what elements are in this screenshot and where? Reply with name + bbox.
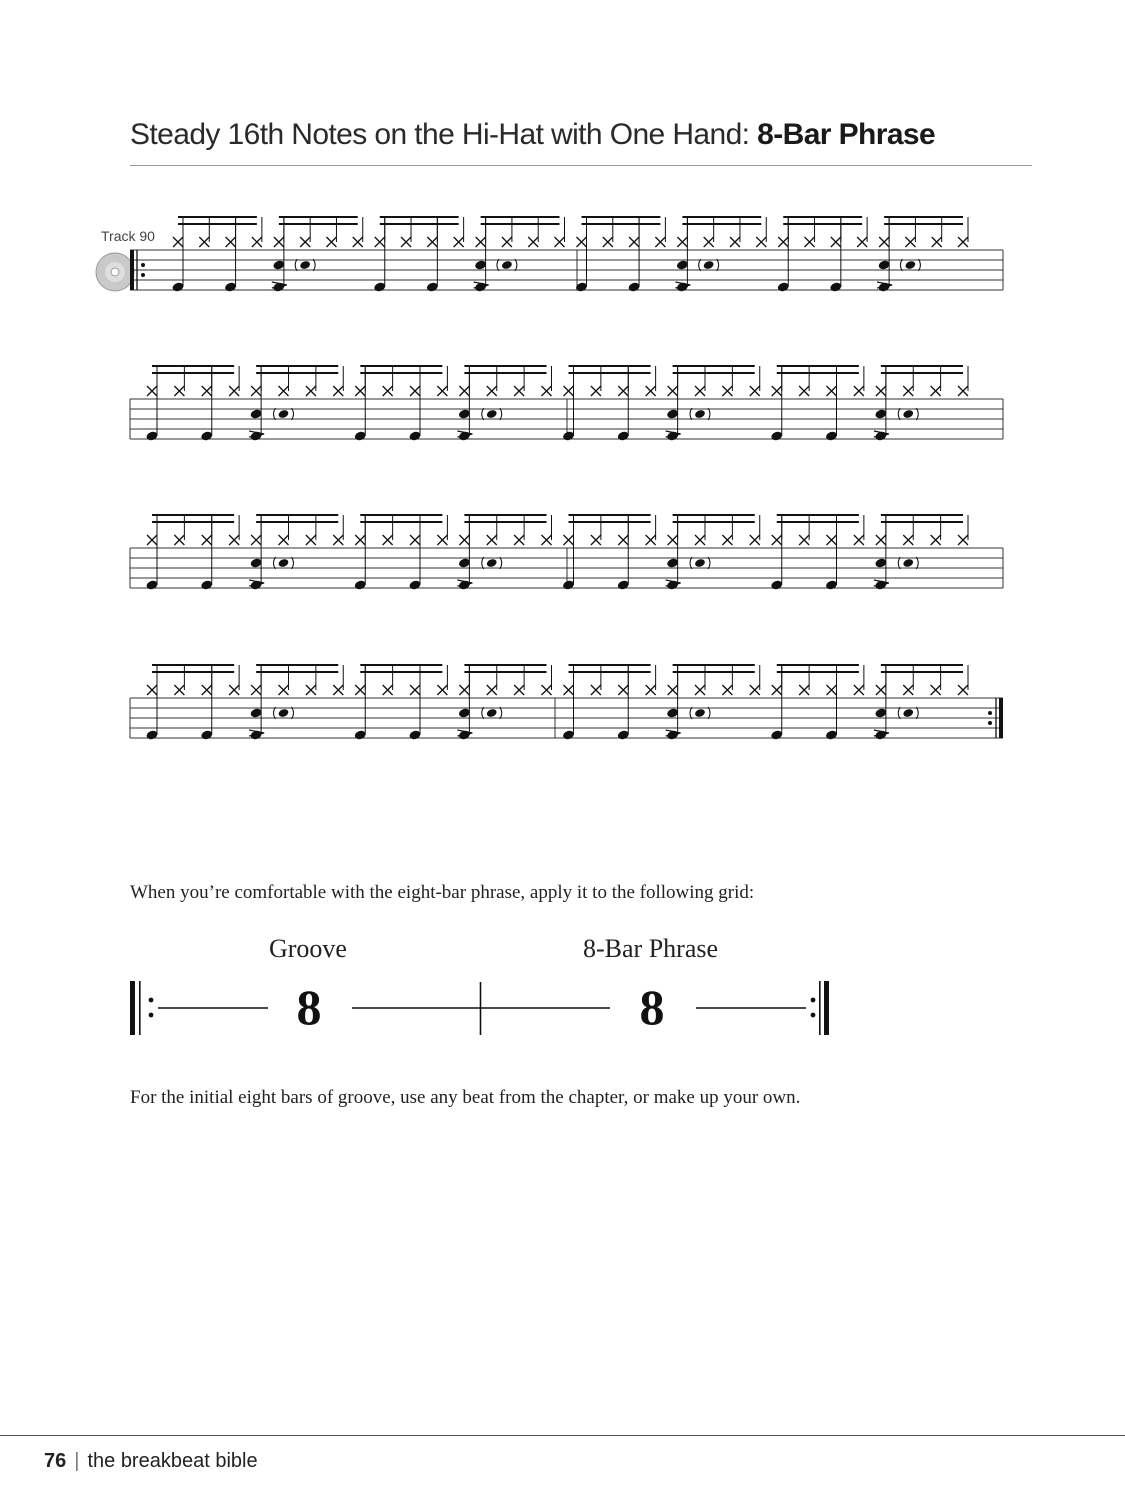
hihat-note xyxy=(603,237,613,247)
hihat-note xyxy=(410,535,420,545)
hihat-note xyxy=(502,237,512,247)
notation-system xyxy=(130,515,1003,591)
hihat-note xyxy=(279,685,289,695)
repeat-dot xyxy=(988,721,992,725)
hihat-note xyxy=(251,535,261,545)
hihat-note xyxy=(591,386,601,396)
phrase-grid xyxy=(120,975,850,1045)
repeat-start-thick xyxy=(130,250,134,290)
title-prefix: Steady 16th Notes on the Hi-Hat with One Hand: xyxy=(130,118,758,151)
hihat-note xyxy=(591,535,601,545)
ghost-note xyxy=(703,260,715,270)
repeat-dot xyxy=(988,711,992,715)
hihat-note xyxy=(827,386,837,396)
hihat-note xyxy=(958,386,968,396)
hihat-note xyxy=(147,386,157,396)
hihat-note xyxy=(487,685,497,695)
hihat-note xyxy=(487,535,497,545)
hihat-note xyxy=(202,685,212,695)
page-number: 76 xyxy=(44,1450,67,1472)
hihat-note xyxy=(677,237,687,247)
hihat-note xyxy=(577,237,587,247)
hihat-note xyxy=(437,386,447,396)
grid-label-groove: Groove xyxy=(269,934,347,963)
ghost-paren xyxy=(916,557,918,569)
hihat-note xyxy=(251,685,261,695)
hihat-note xyxy=(750,386,760,396)
ghost-paren xyxy=(898,557,900,569)
ghost-note xyxy=(486,409,498,419)
hihat-note xyxy=(655,237,665,247)
ghost-paren xyxy=(482,408,484,420)
hihat-note xyxy=(333,535,343,545)
hihat-note xyxy=(306,535,316,545)
hihat-note xyxy=(629,237,639,247)
notation-system xyxy=(130,366,1003,442)
hihat-note xyxy=(401,237,411,247)
hihat-note xyxy=(756,237,766,247)
ghost-note xyxy=(278,409,290,419)
hihat-note xyxy=(300,237,310,247)
drum-notation xyxy=(0,190,1125,770)
hihat-note xyxy=(931,685,941,695)
hihat-note xyxy=(876,685,886,695)
ghost-note xyxy=(904,260,916,270)
hihat-note xyxy=(555,237,565,247)
hihat-note xyxy=(722,535,732,545)
ghost-note xyxy=(694,558,706,568)
paragraph-advice: For the initial eight bars of groove, use any beat from the chapter, or make up your own. xyxy=(130,1087,801,1108)
hihat-note xyxy=(857,237,867,247)
hihat-note xyxy=(618,685,628,695)
hihat-note xyxy=(147,535,157,545)
hihat-note xyxy=(375,237,385,247)
ghost-paren xyxy=(900,259,902,271)
hihat-note xyxy=(251,386,261,396)
hihat-note xyxy=(454,237,464,247)
ghost-paren xyxy=(292,707,294,719)
repeat-end-thick xyxy=(999,698,1003,738)
hihat-note xyxy=(958,535,968,545)
hihat-note xyxy=(695,685,705,695)
ghost-paren xyxy=(690,707,692,719)
hihat-note xyxy=(514,535,524,545)
hihat-note xyxy=(932,237,942,247)
repeat-dot xyxy=(141,263,145,267)
hihat-note xyxy=(459,685,469,695)
ghost-paren xyxy=(497,259,499,271)
hihat-note xyxy=(174,685,184,695)
hihat-note xyxy=(799,685,809,695)
hihat-note xyxy=(542,535,552,545)
hihat-note xyxy=(827,535,837,545)
hihat-note xyxy=(854,386,864,396)
ghost-paren xyxy=(916,707,918,719)
hihat-note xyxy=(333,685,343,695)
ghost-note xyxy=(486,708,498,718)
hihat-note xyxy=(668,535,678,545)
hihat-note xyxy=(730,237,740,247)
ghost-note xyxy=(902,409,914,419)
ghost-paren xyxy=(898,707,900,719)
ghost-note xyxy=(694,409,706,419)
hihat-note xyxy=(564,386,574,396)
ghost-paren xyxy=(690,408,692,420)
hihat-note xyxy=(876,535,886,545)
ghost-note xyxy=(278,558,290,568)
hihat-note xyxy=(476,237,486,247)
hihat-note xyxy=(514,386,524,396)
hihat-note xyxy=(668,685,678,695)
hihat-note xyxy=(722,685,732,695)
hihat-note xyxy=(618,535,628,545)
notation-system xyxy=(130,665,1003,741)
hihat-note xyxy=(854,535,864,545)
hihat-note xyxy=(772,386,782,396)
hihat-note xyxy=(905,237,915,247)
hihat-note xyxy=(591,685,601,695)
ghost-note xyxy=(486,558,498,568)
ghost-paren xyxy=(898,408,900,420)
hihat-note xyxy=(383,386,393,396)
paragraph-instructions: When you’re comfortable with the eight-bar phrase, apply it to the following grid: xyxy=(130,882,755,903)
title-bold: 8-Bar Phrase xyxy=(757,118,936,151)
ghost-paren xyxy=(482,707,484,719)
hihat-note xyxy=(646,685,656,695)
ghost-paren xyxy=(313,259,315,271)
book-title: the breakbeat bible xyxy=(87,1450,258,1472)
hihat-note xyxy=(854,685,864,695)
hihat-note xyxy=(306,685,316,695)
hihat-note xyxy=(383,685,393,695)
ghost-paren xyxy=(708,707,710,719)
hihat-note xyxy=(903,685,913,695)
hihat-note xyxy=(799,386,809,396)
footer-divider xyxy=(0,1435,1125,1436)
hihat-note xyxy=(410,685,420,695)
hihat-note xyxy=(903,386,913,396)
hihat-note xyxy=(903,535,913,545)
repeat-end-sign xyxy=(811,981,829,1035)
cd-icon xyxy=(96,253,134,291)
hihat-note xyxy=(646,535,656,545)
hihat-note xyxy=(879,237,889,247)
hihat-note xyxy=(831,237,841,247)
ghost-paren xyxy=(292,557,294,569)
ghost-paren xyxy=(717,259,719,271)
ghost-paren xyxy=(274,557,276,569)
hihat-note xyxy=(355,685,365,695)
hihat-note xyxy=(333,386,343,396)
hihat-note xyxy=(514,685,524,695)
ghost-paren xyxy=(274,408,276,420)
ghost-paren xyxy=(699,259,701,271)
hihat-note xyxy=(542,685,552,695)
ghost-paren xyxy=(690,557,692,569)
hihat-note xyxy=(226,237,236,247)
grid-count-phrase: 8 xyxy=(639,979,665,1035)
hihat-note xyxy=(355,535,365,545)
hihat-note xyxy=(827,685,837,695)
hihat-note xyxy=(199,237,209,247)
hihat-note xyxy=(487,386,497,396)
hihat-note xyxy=(618,386,628,396)
grid-count-groove: 8 xyxy=(296,979,322,1035)
repeat-start-sign xyxy=(130,981,153,1035)
hihat-note xyxy=(202,535,212,545)
grid-label-phrase: 8-Bar Phrase xyxy=(583,934,719,963)
repeat-dot xyxy=(141,273,145,277)
footer-separator: | xyxy=(74,1450,80,1472)
ghost-paren xyxy=(482,557,484,569)
hihat-note xyxy=(279,386,289,396)
hihat-note xyxy=(704,237,714,247)
hihat-note xyxy=(174,386,184,396)
hihat-note xyxy=(542,386,552,396)
notation-system xyxy=(130,217,1003,293)
hihat-note xyxy=(427,237,437,247)
hihat-note xyxy=(931,535,941,545)
hihat-note xyxy=(355,386,365,396)
hihat-note xyxy=(958,685,968,695)
hihat-note xyxy=(229,535,239,545)
track-label: Track 90 xyxy=(101,228,155,244)
hihat-note xyxy=(437,685,447,695)
hihat-note xyxy=(459,535,469,545)
hihat-note xyxy=(326,237,336,247)
ghost-paren xyxy=(708,557,710,569)
hihat-note xyxy=(646,386,656,396)
hihat-note xyxy=(695,386,705,396)
hihat-note xyxy=(876,386,886,396)
hihat-note xyxy=(750,685,760,695)
ghost-paren xyxy=(500,408,502,420)
ghost-note xyxy=(501,260,513,270)
ghost-note xyxy=(278,708,290,718)
ghost-note xyxy=(299,260,311,270)
ghost-note xyxy=(902,558,914,568)
hihat-note xyxy=(147,685,157,695)
hihat-note xyxy=(279,535,289,545)
hihat-note xyxy=(353,237,363,247)
hihat-note xyxy=(252,237,262,247)
title-divider xyxy=(130,165,1032,166)
hihat-note xyxy=(229,685,239,695)
ghost-paren xyxy=(918,259,920,271)
hihat-note xyxy=(229,386,239,396)
ghost-paren xyxy=(708,408,710,420)
hihat-note xyxy=(722,386,732,396)
ghost-paren xyxy=(916,408,918,420)
hihat-note xyxy=(799,535,809,545)
hihat-note xyxy=(772,685,782,695)
hihat-note xyxy=(528,237,538,247)
hihat-note xyxy=(383,535,393,545)
ghost-paren xyxy=(295,259,297,271)
hihat-note xyxy=(772,535,782,545)
hihat-note xyxy=(306,386,316,396)
hihat-note xyxy=(173,237,183,247)
hihat-note xyxy=(410,386,420,396)
hihat-note xyxy=(437,535,447,545)
footer xyxy=(44,1450,258,1473)
page-title xyxy=(130,118,1030,152)
ghost-paren xyxy=(500,557,502,569)
hihat-note xyxy=(931,386,941,396)
hihat-note xyxy=(564,685,574,695)
hihat-note xyxy=(459,386,469,396)
ghost-paren xyxy=(515,259,517,271)
hihat-note xyxy=(695,535,705,545)
hihat-note xyxy=(805,237,815,247)
hihat-note xyxy=(958,237,968,247)
hihat-note xyxy=(668,386,678,396)
hihat-note xyxy=(202,386,212,396)
ghost-paren xyxy=(274,707,276,719)
hihat-note xyxy=(778,237,788,247)
hihat-note xyxy=(750,535,760,545)
hihat-note xyxy=(274,237,284,247)
ghost-note xyxy=(694,708,706,718)
hihat-note xyxy=(174,535,184,545)
ghost-paren xyxy=(500,707,502,719)
ghost-note xyxy=(902,708,914,718)
hihat-note xyxy=(564,535,574,545)
ghost-paren xyxy=(292,408,294,420)
